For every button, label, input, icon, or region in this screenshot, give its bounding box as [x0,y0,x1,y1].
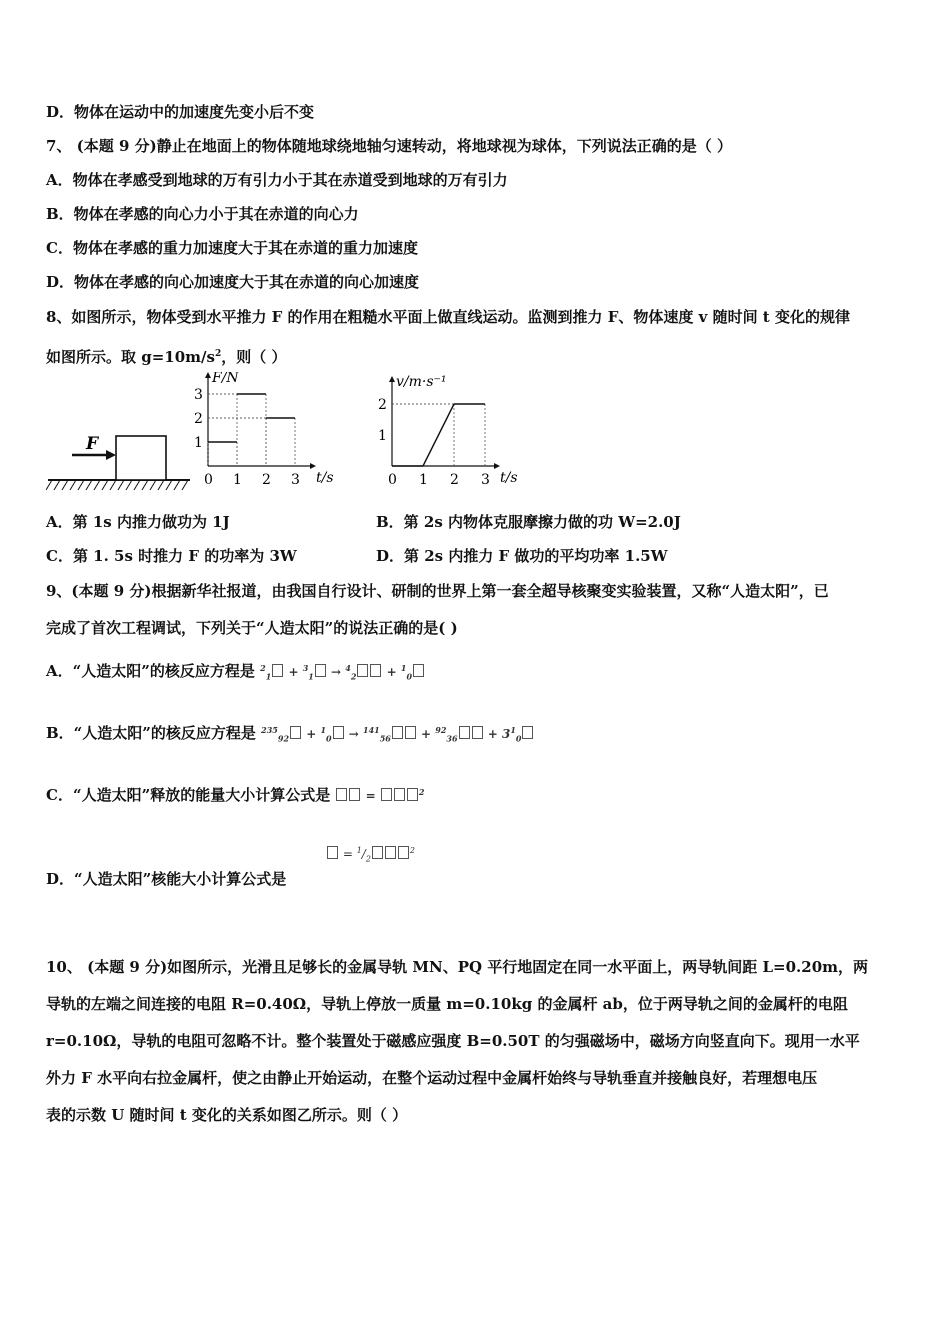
force-time-chart [186,372,336,490]
q9-option-c: C．“人造太阳”释放的能量大小计算公式是 = $^2$ [46,786,425,804]
x-axis-label: t/s [500,470,518,486]
y-tick-label: 1 [378,428,387,444]
equation-d-image: = $^1/_2^2$ [326,846,415,863]
x-axis-arrow [494,463,500,469]
x-axis-arrow [310,463,316,469]
x-tick-label: 1 [419,472,428,488]
y-axis-arrow [389,376,395,382]
x-tick-label: 3 [291,472,300,488]
q6-option-d: D．物体在运动中的加速度先变小后不变 [46,103,315,121]
q10-line2: 导轨的左端之间连接的电阻 R=0.40Ω，导轨上停放一质量 m=0.10kg 的金属杆 ab，位于两导轨之间的金属杆的电阻 [46,995,848,1013]
q9-option-b: B．“人造太阳”的核反应方程是 $^{235}_{92} + ^1_0 \to ^{141}_{56} + ^{92}_{36} + 3^1_0$ [46,719,906,749]
q8-option-d: D．第 2s 内推力 F 做功的平均功率 1.5W [376,547,668,565]
y-tick-label: 2 [194,411,203,427]
q8-option-a: A．第 1s 内推力做功为 1J [46,513,230,531]
block [116,436,166,480]
x-tick-label: 2 [262,472,271,488]
q10-line5: 表的示数 U 随时间 t 变化的关系如图乙所示。则（ ） [46,1106,408,1124]
q8-option-b: B．第 2s 内物体克服摩擦力做的功 W=2.0J [376,513,681,531]
q7-option-a: A．物体在孝感受到地球的万有引力小于其在赤道受到地球的万有引力 [46,171,508,189]
q7-option-d: D．物体在孝感的向心加速度大于其在赤道的向心加速度 [46,273,420,291]
y-tick-label: 3 [194,387,203,403]
q8-block-figure [46,428,192,492]
force-label: F [86,434,99,454]
q9-stem-line2: 完成了首次工程调试，下列关于“人造太阳”的说法正确的是( ) [46,619,458,637]
x-tick-label: 0 [388,472,397,488]
y-tick-label: 1 [194,435,203,451]
q10-line1: 10、 (本题 9 分)如图所示，光滑且足够长的金属导轨 MN、PQ 平行地固定在同一水平面上，两导轨间距 L=0.20m，两 [46,958,869,976]
x-tick-label: 0 [204,472,213,488]
velocity-time-chart [368,374,528,490]
q10-line3: r=0.10Ω，导轨的电阻可忽略不计。整个装置处于磁感应强度 B=0.50T 的匀强磁场中，磁场方向竖直向下。现用一水平 [46,1032,860,1050]
equation-c-image: = $^2$ [335,789,424,803]
x-tick-label: 1 [233,472,242,488]
q7-stem: 7、 (本题 9 分)静止在地面上的物体随地球绕地轴匀速转动，将地球视为球体，下列说法正确的是（ ） [46,137,732,155]
q9-option-d: D．“人造太阳”核能大小计算公式是 [46,870,287,888]
x-tick-label: 2 [450,472,459,488]
y-tick-label: 2 [378,397,387,413]
x-tick-label: 3 [481,472,490,488]
equation-b-image: $^{235}_{92} + ^1_0 \to ^{141}_{56} + ^{92}_{36} + 3^1_0$ [261,727,534,741]
q8-stem-line1: 8、如图所示，物体受到水平推力 F 的作用在粗糙水平面上做直线运动。监测到推力 F、物体速度 v 随时间 t 变化的规律 [46,308,850,326]
equation-a-image: $^2_1$ + $^3_1$ → $^4_2$ + $^1_0$ [260,665,425,679]
q7-option-b: B．物体在孝感的向心力小于其在赤道的向心力 [46,205,359,223]
x-axis-label: t/s [316,470,334,486]
q7-option-c: C．物体在孝感的重力加速度大于其在赤道的重力加速度 [46,239,418,257]
q9-option-a: A．“人造太阳”的核反应方程是 $^2_1$ + $^3_1$ → $^4_2$ + $^1_0$ [46,657,906,687]
q10-line4: 外力 F 水平向右拉金属杆，使之由静止开始运动，在整个运动过程中金属杆始终与导轨垂直并接触良好，若理想电压 [46,1069,818,1087]
data-segment [423,404,454,466]
y-axis-label: v/m·s⁻¹ [396,374,447,390]
q8-stem-line2: 如图所示。取 $g=10m/s^2$，则（ ） [46,348,287,366]
y-axis-label: F/N [212,372,239,386]
y-axis-arrow [205,372,211,378]
q9-stem-line1: 9、(本题 9 分)根据新华社报道，由我国自行设计、研制的世界上第一套全超导核聚变实验装置，又称“人造太阳”，已 [46,582,829,600]
q8-option-c: C．第 1. 5s 时推力 F 的功率为 3W [46,547,297,565]
